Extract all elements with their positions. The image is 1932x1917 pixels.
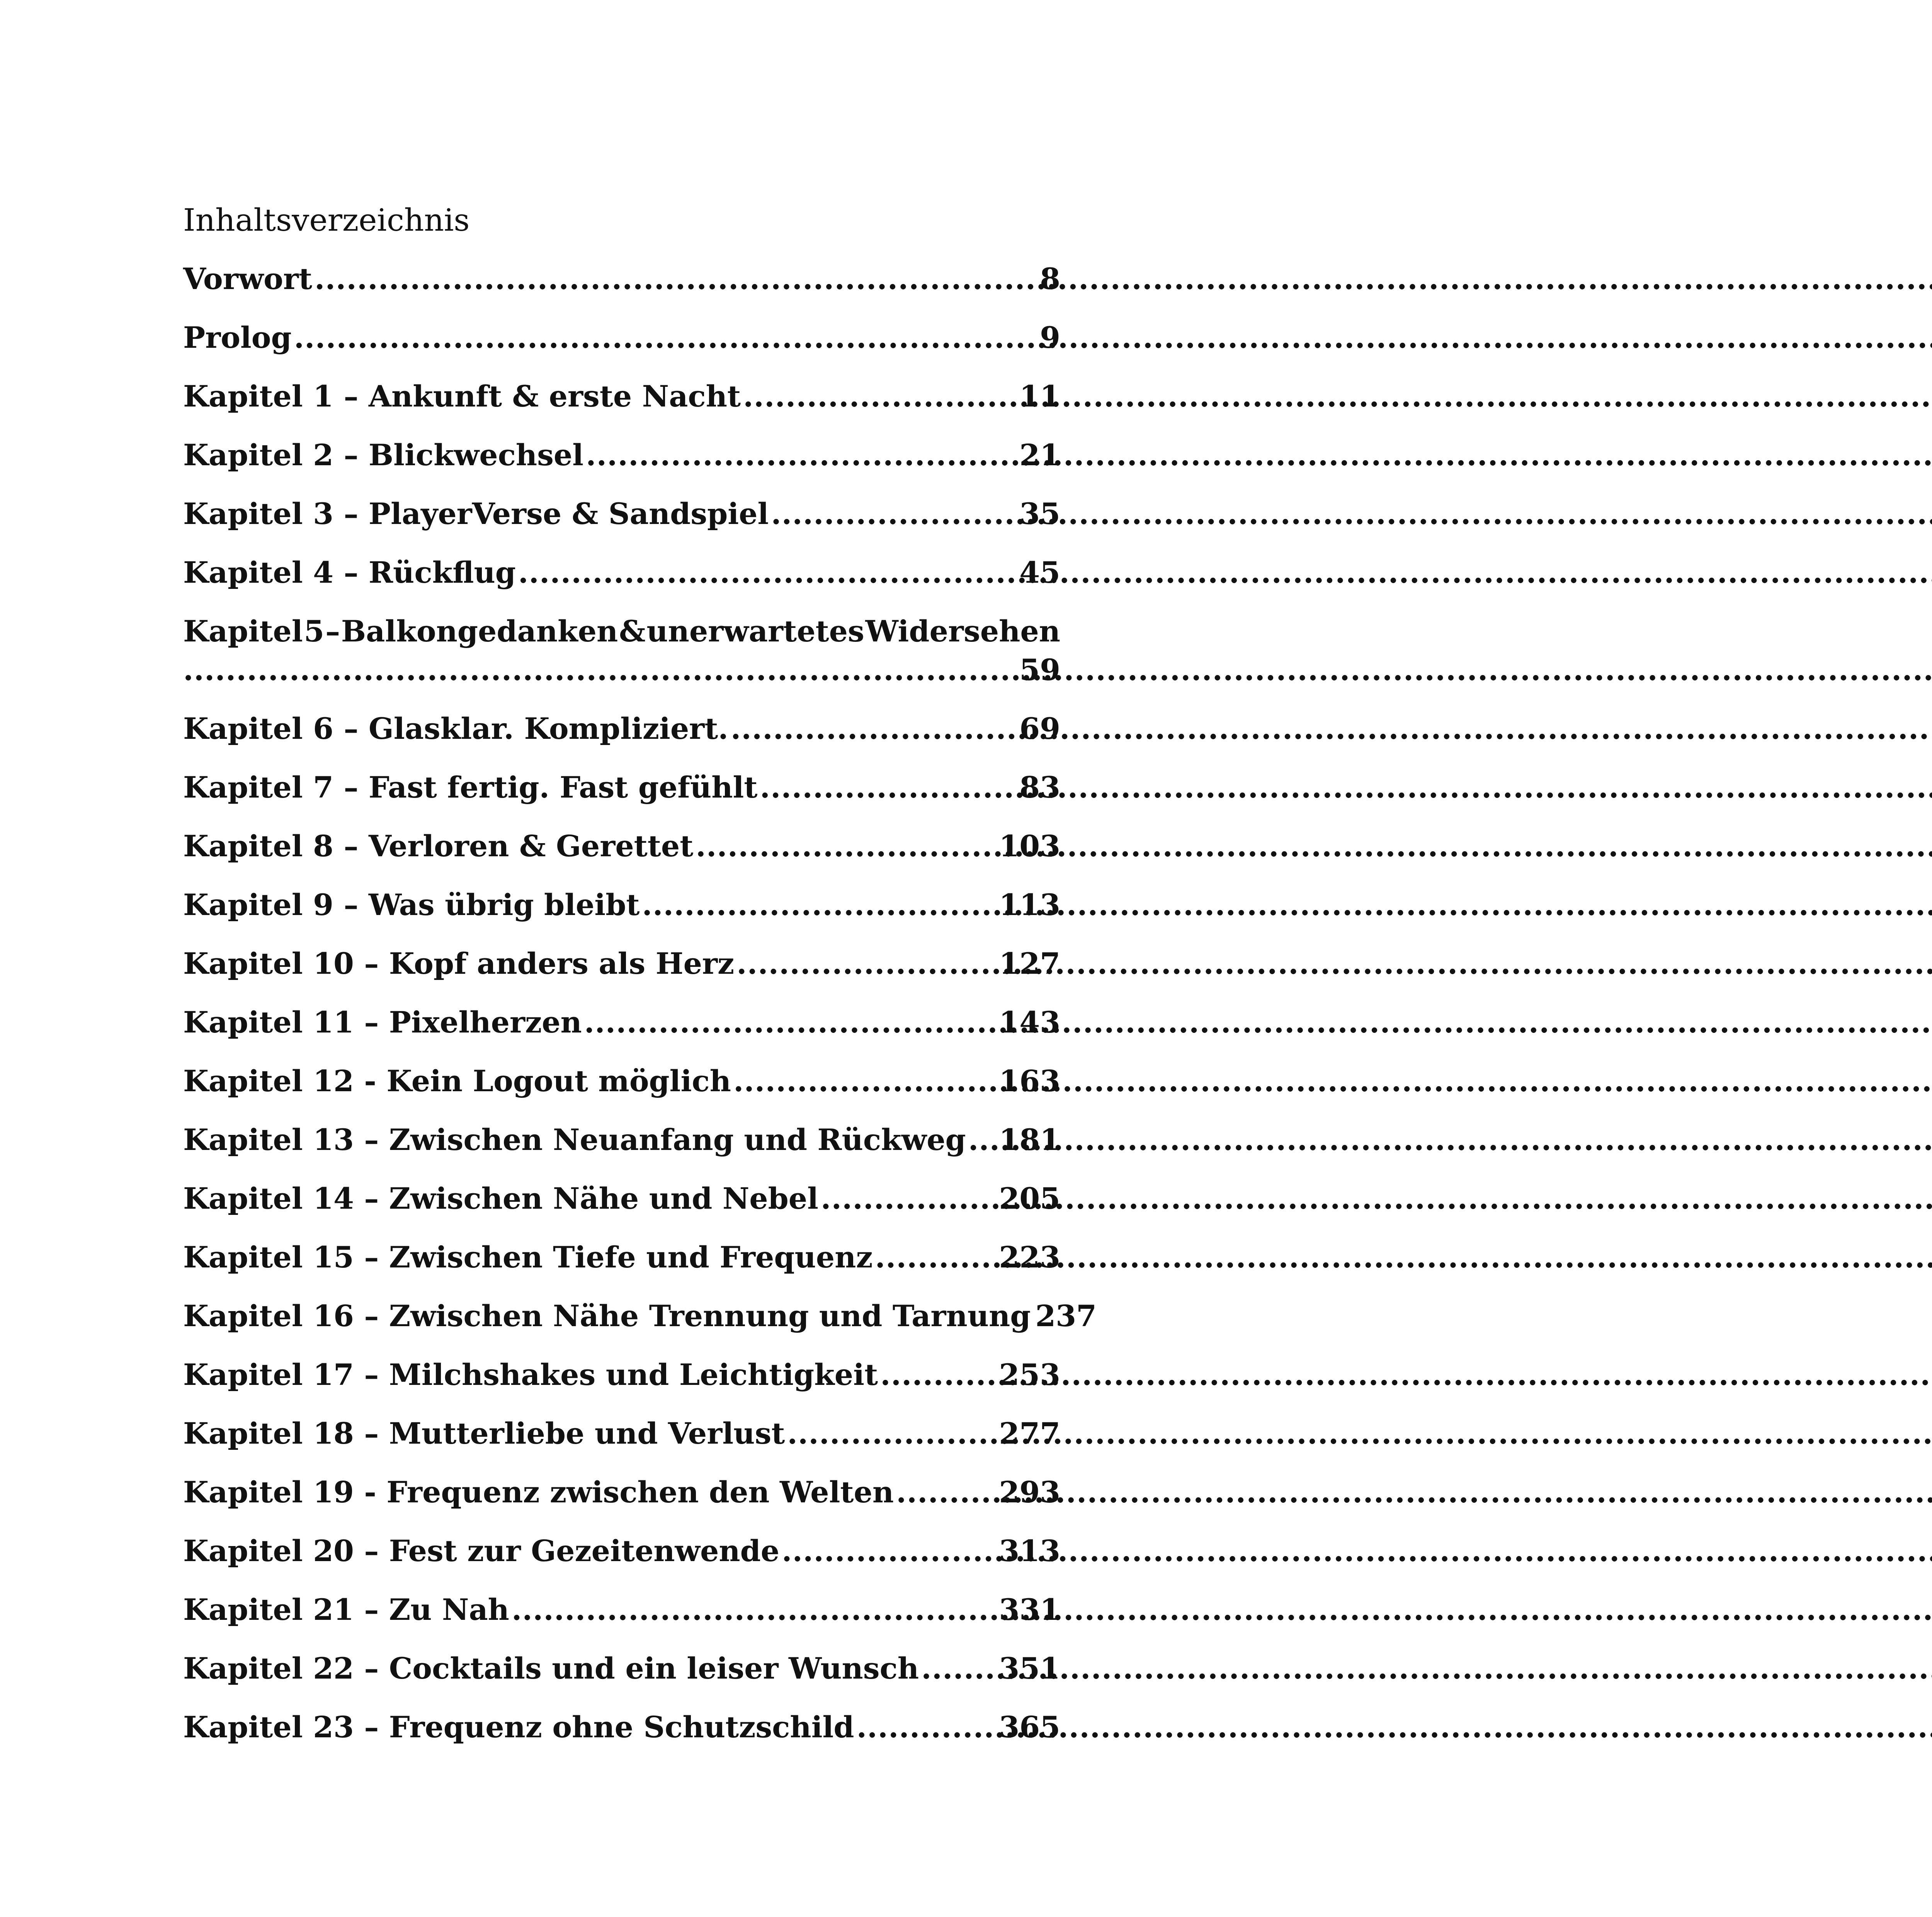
toc-entry-title-word: Balkongedanken bbox=[341, 614, 618, 648]
toc-entry-title: Kapitel 4 – Rückflug bbox=[183, 555, 516, 590]
toc-dot-leader bbox=[586, 436, 1017, 475]
toc-entry-title: Kapitel 14 – Zwischen Nähe und Nebel bbox=[183, 1181, 819, 1216]
toc-entry-title-word: Kapitel bbox=[183, 614, 303, 648]
toc-entry-page-number: 237 bbox=[1035, 1299, 1097, 1333]
toc-dot-leader bbox=[771, 495, 1017, 533]
toc-entry[interactable] bbox=[183, 1003, 1060, 1042]
toc-dot-leader bbox=[733, 1062, 997, 1101]
toc-entry-title: Prolog bbox=[183, 320, 292, 355]
toc-entry-title: Kapitel 15 – Zwischen Tiefe und Frequenz bbox=[183, 1240, 873, 1274]
toc-entry[interactable] bbox=[183, 553, 1060, 592]
toc-dot-leader bbox=[760, 768, 1017, 807]
toc-entry-title-word: 5 bbox=[304, 614, 325, 648]
toc-entry-page-number: 313 bbox=[999, 1534, 1060, 1568]
toc-entry-page-number: 253 bbox=[999, 1357, 1060, 1392]
toc-dot-leader bbox=[896, 1473, 997, 1512]
toc-dot-leader bbox=[782, 1532, 997, 1570]
toc-dot-leader bbox=[696, 827, 997, 866]
toc-dot-leader bbox=[315, 260, 1037, 298]
toc-dot-leader bbox=[921, 1649, 997, 1688]
toc-entry-title: Kapitel 21 – Zu Nah bbox=[183, 1592, 509, 1627]
toc-entry-title: Kapitel 7 – Fast fertig. Fast gefühlt bbox=[183, 770, 758, 805]
toc-dot-leader bbox=[642, 886, 997, 924]
toc-entry-page-number: 59 bbox=[1019, 653, 1060, 687]
toc-entry-title: Kapitel 16 – Zwischen Nähe Trennung und Tarnung bbox=[183, 1299, 1031, 1333]
toc-entry-page-number: 223 bbox=[999, 1240, 1060, 1274]
toc-entry[interactable] bbox=[183, 1179, 1060, 1218]
toc-entry-page-number: 331 bbox=[999, 1592, 1060, 1627]
toc-entry-page-number: 113 bbox=[999, 888, 1060, 922]
toc-entry[interactable] bbox=[183, 944, 1060, 983]
toc-entry-title: Kapitel 1 – Ankunft & erste Nacht bbox=[183, 379, 741, 413]
toc-dot-leader bbox=[512, 1590, 997, 1629]
toc-entry-title: Kapitel 19 - Frequenz zwischen den Welten bbox=[183, 1475, 894, 1509]
toc-entry-title bbox=[183, 612, 1060, 651]
toc-entry-title: Kapitel 23 – Frequenz ohne Schutzschild bbox=[183, 1710, 854, 1744]
toc-dot-leader bbox=[821, 1179, 997, 1218]
toc-entry-title: Kapitel 10 – Kopf anders als Herz bbox=[183, 946, 735, 981]
toc-entry-title: Kapitel 11 – Pixelherzen bbox=[183, 1005, 582, 1039]
toc-entry-title: Kapitel 6 – Glasklar. Kompliziert. bbox=[183, 711, 728, 746]
toc-entry[interactable] bbox=[183, 1708, 1060, 1747]
toc-entry[interactable] bbox=[183, 1238, 1060, 1277]
toc-entry[interactable] bbox=[183, 260, 1060, 298]
toc-entry-page-number: 21 bbox=[1019, 438, 1060, 472]
toc-entry-page-number: 277 bbox=[999, 1416, 1060, 1451]
toc-entry-title: Kapitel 22 – Cocktails und ein leiser Wunsch bbox=[183, 1651, 919, 1686]
toc-list bbox=[183, 260, 1097, 1747]
toc-entry[interactable] bbox=[183, 1121, 1060, 1159]
toc-entry-title: Kapitel 12 - Kein Logout möglich bbox=[183, 1064, 731, 1098]
toc-entry[interactable] bbox=[183, 1414, 1060, 1453]
toc-entry-page-number: 8 bbox=[1040, 262, 1060, 296]
toc-entry[interactable] bbox=[183, 886, 1060, 924]
toc-entry-page-number: 35 bbox=[1019, 497, 1060, 531]
toc-entry[interactable] bbox=[183, 1062, 1060, 1101]
toc-dot-leader bbox=[880, 1356, 997, 1394]
toc-entry-title: Kapitel 2 – Blickwechsel bbox=[183, 438, 584, 472]
toc-dot-leader bbox=[743, 377, 1017, 416]
toc-dot-leader bbox=[731, 709, 1017, 748]
toc-entry-title: Kapitel 20 – Fest zur Gezeitenwende bbox=[183, 1534, 780, 1568]
table-of-contents bbox=[183, 201, 1097, 1767]
toc-entry[interactable] bbox=[183, 1473, 1060, 1512]
toc-dot-leader bbox=[294, 318, 1038, 357]
toc-entry-page-number: 293 bbox=[999, 1475, 1060, 1509]
toc-dot-leader bbox=[518, 553, 1017, 592]
toc-dot-leader bbox=[736, 944, 997, 983]
toc-dot-leader bbox=[584, 1003, 997, 1042]
toc-entry[interactable] bbox=[183, 709, 1060, 748]
toc-entry[interactable] bbox=[183, 1590, 1060, 1629]
toc-entry-page-number: 351 bbox=[999, 1651, 1060, 1686]
toc-entry-title: Vorwort bbox=[183, 262, 312, 296]
toc-entry-title: Kapitel 18 – Mutterliebe und Verlust bbox=[183, 1416, 785, 1451]
toc-entry[interactable] bbox=[183, 1356, 1060, 1394]
toc-dot-leader bbox=[968, 1121, 997, 1159]
toc-dot-leader bbox=[183, 651, 1017, 689]
toc-entry[interactable] bbox=[183, 827, 1060, 866]
toc-entry-title: Kapitel 9 – Was übrig bleibt bbox=[183, 888, 640, 922]
toc-entry-title: Kapitel 13 – Zwischen Neuanfang und Rückweg bbox=[183, 1123, 966, 1157]
toc-entry[interactable] bbox=[183, 495, 1060, 533]
toc-entry-title-word: Widersehen bbox=[865, 614, 1060, 648]
toc-entry[interactable] bbox=[183, 768, 1060, 807]
toc-entry-page-number: 9 bbox=[1040, 320, 1060, 355]
toc-entry-page-number: 205 bbox=[999, 1181, 1060, 1216]
toc-entry-title: Kapitel 3 – PlayerVerse & Sandspiel bbox=[183, 497, 769, 531]
toc-entry-title-word: unerwartetes bbox=[646, 614, 864, 648]
toc-entry-page-number: 163 bbox=[999, 1064, 1060, 1098]
toc-entry-title: Kapitel 8 – Verloren & Gerettet bbox=[183, 829, 694, 863]
toc-entry-page-number: 127 bbox=[999, 946, 1060, 981]
toc-entry-page-number: 83 bbox=[1019, 770, 1060, 805]
toc-entry[interactable] bbox=[183, 377, 1060, 416]
toc-entry-page-number: 11 bbox=[1019, 379, 1060, 413]
toc-dot-leader bbox=[787, 1414, 997, 1453]
toc-entry-page-number: 103 bbox=[999, 829, 1060, 863]
toc-entry-page-number: 45 bbox=[1019, 555, 1060, 590]
toc-entry[interactable] bbox=[183, 612, 1060, 689]
toc-entry[interactable] bbox=[183, 318, 1060, 357]
toc-entry[interactable] bbox=[183, 1297, 1097, 1335]
toc-entry[interactable] bbox=[183, 436, 1060, 475]
toc-entry-title-word: & bbox=[619, 614, 646, 648]
toc-dot-leader bbox=[857, 1708, 997, 1747]
toc-entry[interactable] bbox=[183, 1649, 1060, 1688]
toc-entry-page-number: 181 bbox=[999, 1123, 1060, 1157]
toc-entry-title: Kapitel 17 – Milchshakes und Leichtigkeit bbox=[183, 1357, 878, 1392]
toc-heading: Inhaltsverzeichnis bbox=[183, 202, 470, 238]
toc-entry-page-number: 143 bbox=[999, 1005, 1060, 1039]
toc-entry-title-word: – bbox=[325, 614, 340, 648]
toc-entry-page-number: 69 bbox=[1019, 711, 1060, 746]
toc-entry-page-number: 365 bbox=[999, 1710, 1060, 1744]
toc-dot-leader bbox=[875, 1238, 997, 1277]
toc-entry[interactable] bbox=[183, 1532, 1060, 1570]
